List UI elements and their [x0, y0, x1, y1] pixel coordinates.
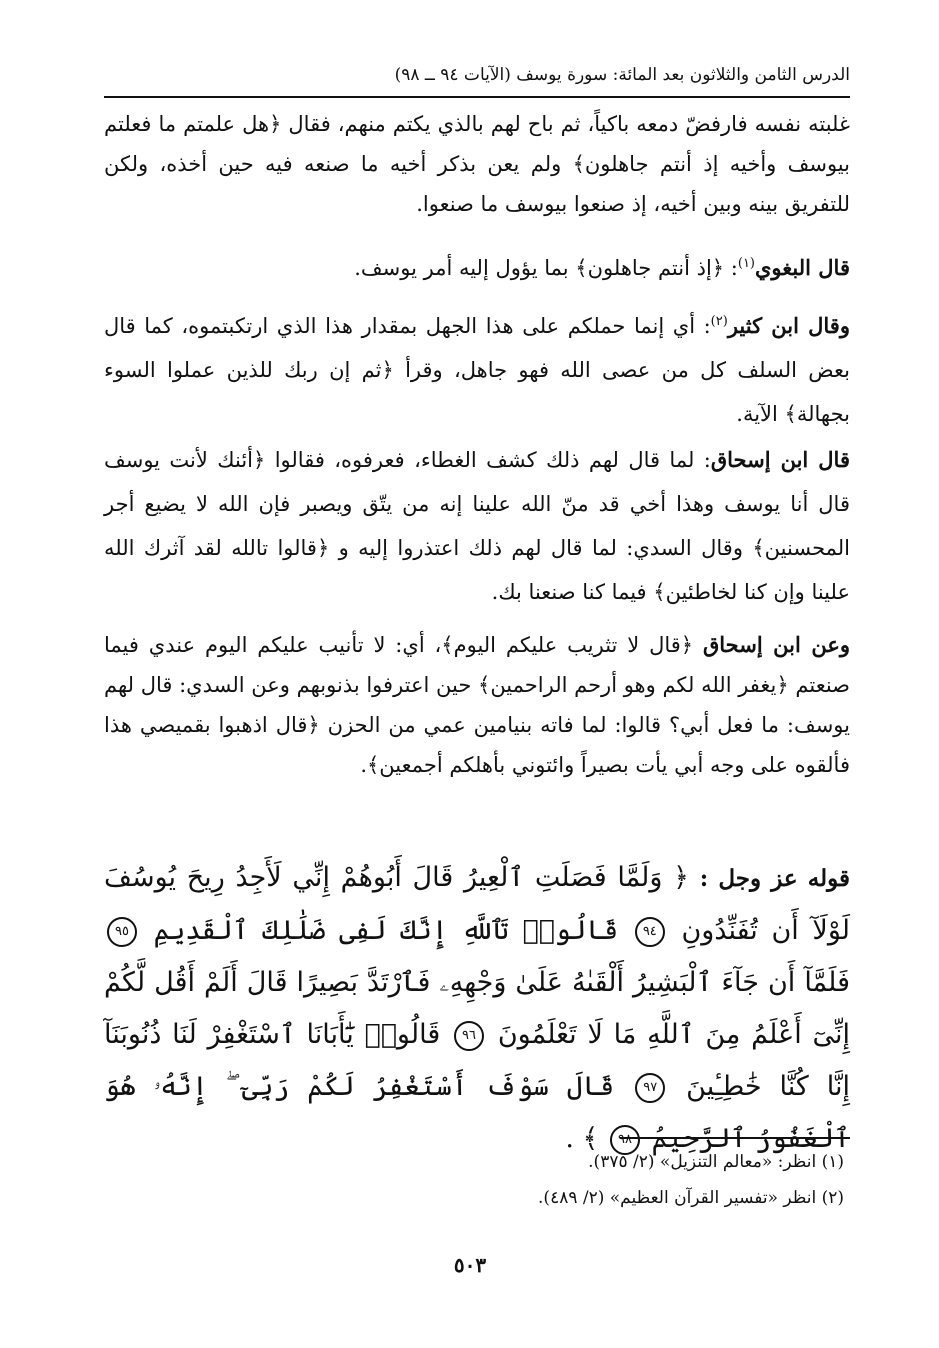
paragraph-5: [104, 625, 850, 785]
footnote-rule: [620, 1137, 850, 1139]
speaker-baghawi: قال البغوي: [755, 255, 850, 280]
paragraph-2: [104, 244, 850, 288]
footnote-2: (٢) انظر «تفسير القرآن العظيم» (٢/ ٤٨٩).: [538, 1188, 844, 1208]
ayah-number-98: ٩٨: [610, 1125, 640, 1155]
paragraph-2-text: : ﴿إذ أنتم جاهلون﴾ بما يؤول إليه أمر يوسف.: [354, 256, 738, 280]
paragraph-5-text: ﴿قال لا تثريب عليكم اليوم﴾، أي: لا تأنيب عليكم اليوم عندي فيما صنعتم ﴿يغفر الله لكم وهو أرحم الراحمين﴾ حين اعترفوا بذنوبهم وعن السدي: قال لهم يوسف: ما فعل أبي؟ قالوا: لما فاته بنيامين عمي من الحزن ﴿قال اذهبوا بقميصي هذا فألقوه على وجه أبي يأت بصيراً وائتوني بأهلكم أجمعين﴾.: [104, 633, 850, 777]
ayah-97-text: قَالُوا۟ يَٰٓأَبَانَا ٱسْتَغْفِرْ لَنَا ذُنُوبَنَآ إِنَّا كُنَّا خَٰطِـِٔينَ: [104, 1019, 850, 1102]
ayah-number-94: ٩٤: [635, 917, 665, 947]
running-header: الدرس الثامن والثلاثون بعد المائة: سورة يوسف (الآيات ٩٤ ــ ٩٨): [394, 65, 850, 85]
speaker-ibn-ishaq: قال ابن إسحاق: [710, 447, 850, 472]
footnote-1: (١) انظر: «معالم التنزيل» (٢/ ٣٧٥).: [588, 1152, 844, 1172]
ayah-96-text: فَلَمَّآ أَن جَآءَ ٱلْبَشِيرُ أَلْقَىٰهُ عَلَىٰ وَجْهِهِۦ فَٱرْتَدَّ بَصِيرًا قَالَ أَلَمْ أَقُل لَّكُمْ إِنِّىٓ أَعْلَمُ مِنَ ٱللَّهِ مَا لَا تَعْلَمُونَ: [104, 967, 851, 1050]
ayah-number-97: ٩٧: [635, 1073, 665, 1103]
paragraph-3-text: : أي إنما حملكم على هذا الجهل بمقدار هذا الذي ارتكبتموه، كما قال بعض السلف كل من عصى الله فهو جاهل، وقرأ ﴿ثم إن ربك للذين عملوا السوء بجهالة﴾ الآية.: [104, 314, 850, 426]
footnote-ref-2: (٢): [710, 314, 728, 329]
footnote-ref-1: (١): [737, 256, 755, 271]
ayah-number-96: ٩٦: [454, 1021, 484, 1051]
ayah-95-text: قَالُوا۟ تَٱللَّهِ إِنَّكَ لَفِى ضَلَٰلِكَ ٱلْقَدِيمِ: [153, 915, 619, 946]
header-rule: [104, 96, 850, 98]
ayah-94-text: ﴿ وَلَمَّا فَصَلَتِ ٱلْعِيرُ قَالَ أَبُوهُمْ إِنِّي لَأَجِدُ رِيحَ يُوسُفَ لَوْلَآ أَن تُفَنِّدُونِ: [104, 862, 850, 946]
quran-lead: قوله عز وجل :: [699, 865, 850, 892]
paragraph-4: [104, 438, 850, 614]
ayah-98-text: قَالَ سَوْفَ أَسْتَغْفِرُ لَكُمْ رَبِّىٓ ۖ إِنَّهُۥ هُوَ ٱلْغَفُورُ ٱلرَّحِيمُ: [104, 1071, 850, 1154]
paragraph-1: غلبته نفسه فارفضّ دمعه باكياً، ثم باح لهم بالذي يكتم منهم، فقال ﴿هل علمتم ما فعلتم بيوسف وأخيه إذ أنتم جاهلون﴾ ولم يعن بذكر أخيه ما صنعه فيه حين أخذه، ولكن للتفريق بينه وبين أخيه، إذ صنعوا بيوسف ما صنعوا.: [104, 112, 850, 216]
ayah-number-95: ٩٥: [107, 917, 137, 947]
page-number: ٥٠٣: [453, 1253, 487, 1277]
quran-passage: [104, 852, 851, 1154]
speaker-ibn-kathir: وقال ابن كثير: [727, 313, 850, 338]
paragraph-4-text: : لما قال لهم ذلك كشف الغطاء، فعرفوه، فقالوا ﴿أئنك لأنت يوسف قال أنا يوسف وهذا أخي قد منّ الله علينا إنه من يتّق ويصبر فإن الله لا يضيع أجر المحسنين﴾ وقال السدي: لما قال لهم ذلك اعتذروا إليه و ﴿قالوا تالله لقد آثرك الله علينا وإن كنا لخاطئين﴾ فيما كنا صنعنا بك.: [104, 448, 850, 604]
speaker-ibn-ishaq-2: وعن ابن إسحاق: [702, 632, 850, 657]
quran-closing-bracket: ﴾ .: [565, 1123, 599, 1154]
paragraph-3: [104, 300, 850, 436]
